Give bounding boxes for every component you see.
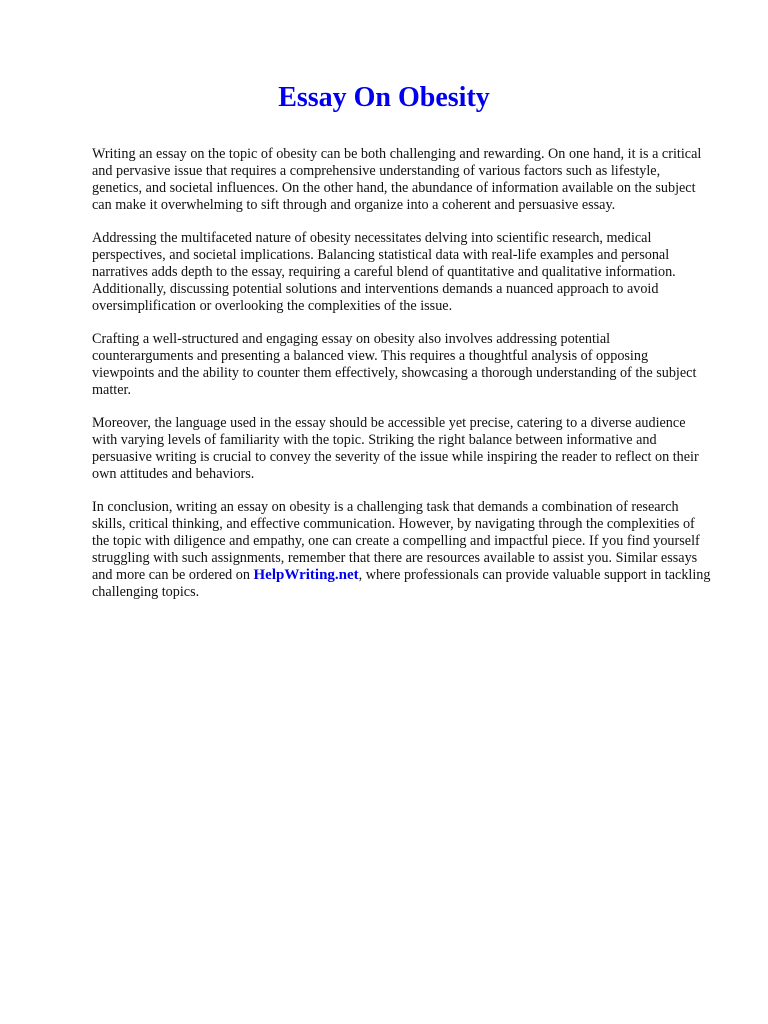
conclusion-text-start: In conclusion, writing an essay on obesity is a challenging task that demands a combination of research skills, critical thinking, and effective communication. However, by navigating through the complexities of the topic with diligence and empathy, one can create a compelling and impactful piece. If you find yourself struggling with such assignments, remember that there are resources available to assist you. Similar essays and more can be ordered on [92, 499, 700, 583]
conclusion-text-end: , where professionals can provide valuable support in tackling challenging topics. [92, 567, 711, 600]
paragraph-4: Moreover, the language used in the essay should be accessible yet precise, catering to a diverse audience with varying levels of familiarity with the topic. Striking the right balance between informative and persuasive writing is crucial to convey the severity of the issue while inspiring the reader to reflect on their own attitudes and behaviors. [92, 415, 699, 482]
paragraph-1: Writing an essay on the topic of obesity can be both challenging and rewarding. On one hand, it is a critical and pervasive issue that requires a comprehensive understanding of various factors such as lifestyle, genetics, and societal influences. On the other hand, the abundance of information available on the subject can make it overwhelming to sift through and organize into a coherent and persuasive essay. [92, 146, 702, 213]
essay-body [92, 146, 712, 617]
paragraph-conclusion [92, 499, 712, 601]
page-title: Essay On Obesity [278, 82, 490, 113]
helpwriting-link[interactable]: HelpWriting.net [253, 567, 359, 583]
paragraph-3: Crafting a well-structured and engaging essay on obesity also involves addressing potential counterarguments and presenting a balanced view. This requires a thoughtful analysis of opposing viewpoints and the ability to counter them effectively, showcasing a thorough understanding of the subject matter. [92, 331, 697, 398]
paragraph-2: Addressing the multifaceted nature of obesity necessitates delving into scientific research, medical perspectives, and societal implications. Balancing statistical data with real-life examples and personal narratives adds depth to the essay, requiring a careful blend of quantitative and qualitative information. Additionally, discussing potential solutions and interventions demands a nuanced approach to avoid oversimplification or overlooking the complexities of the issue. [92, 230, 676, 314]
